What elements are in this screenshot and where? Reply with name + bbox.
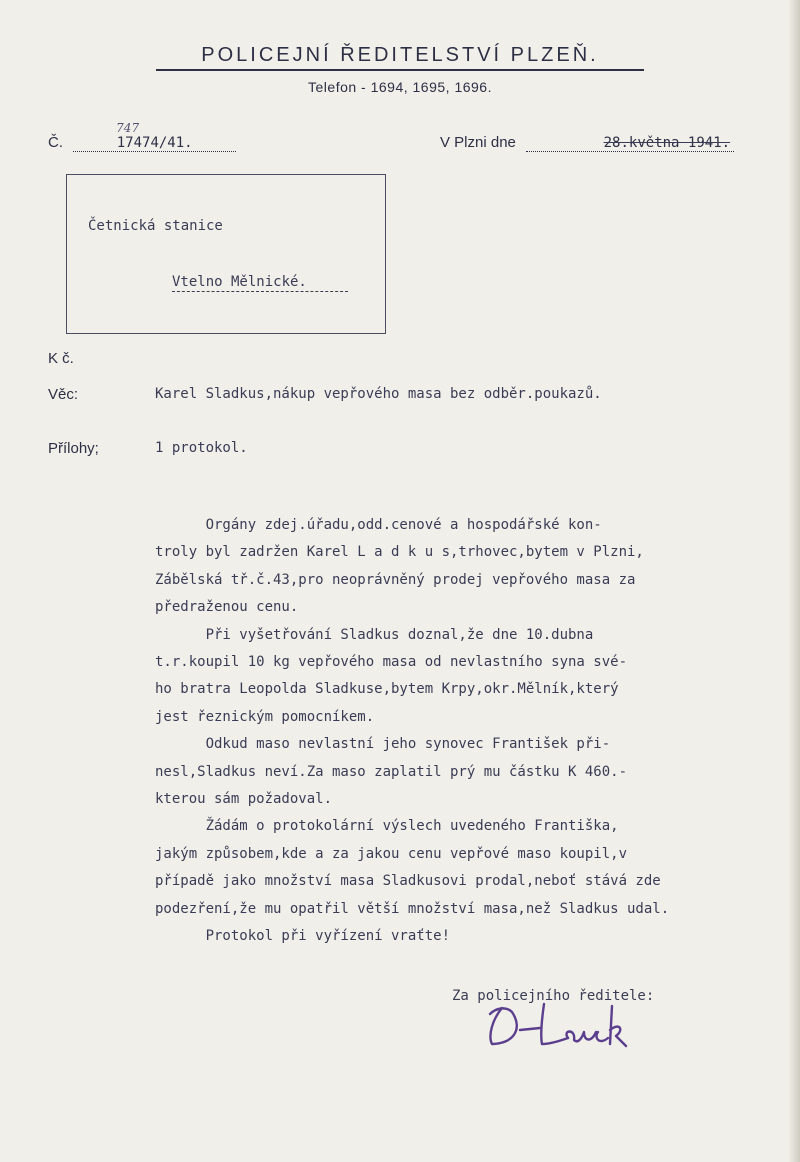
- reference-handwritten-number: 747: [116, 121, 140, 135]
- letterhead-title: POLICEJNÍ ŘEDITELSTVÍ PLZEŇ.: [201, 44, 599, 66]
- letterhead: [150, 44, 650, 95]
- attachments-value: 1 protokol.: [155, 440, 248, 456]
- address-line-2: Vtelno Mělnické.: [172, 274, 307, 290]
- body-line: jakým způsobem,kde a za jakou cenu vepřové maso koupil,v: [155, 845, 628, 862]
- letterhead-rule: [156, 69, 644, 71]
- reference-number: [48, 121, 236, 152]
- address-line-1: Četnická stanice: [88, 218, 223, 234]
- body-line: Při vyšetřování Sladkus doznal,že dne 10.dubna: [155, 626, 594, 643]
- kc-label: K č.: [48, 350, 74, 367]
- address-box: [66, 174, 386, 334]
- letterhead-phone: Telefon - 1694, 1695, 1696.: [308, 79, 492, 95]
- body-line: Žádám o protokolární výslech uvedeného Františka,: [155, 818, 619, 835]
- subject-value: Karel Sladkus,nákup vepřového masa bez odběr.poukazů.: [155, 386, 602, 402]
- date-value: 28.května 1941.: [526, 135, 734, 152]
- body-line: Protokol při vyřízení vraťte!: [155, 928, 451, 945]
- body-line: t.r.koupil 10 kg vepřového masa od nevlastního syna své-: [155, 654, 628, 671]
- body-line: Zábělská tř.č.43,pro neoprávněný prodej vepřového masa za: [155, 571, 636, 588]
- body-line: kterou sám požadoval.: [155, 791, 333, 808]
- handwritten-signature: [482, 1000, 632, 1052]
- signature-label: Za policejního ředitele:: [452, 988, 655, 1004]
- page-edge-shadow: [788, 0, 800, 1162]
- subject-label: Věc:: [48, 386, 79, 403]
- body-line: nesl,Sladkus neví.Za maso zaplatil prý mu částku K 460.-: [155, 763, 628, 780]
- reference-number-label: Č.: [48, 134, 63, 151]
- reference-number-text: 17474/41.: [116, 135, 193, 151]
- body-line: ho bratra Leopolda Sladkuse,bytem Krpy,okr.Mělník,který: [155, 681, 619, 698]
- body-line: troly byl zadržen Karel L a d k u s,trhovec,bytem v Plzni,: [155, 544, 644, 561]
- place-date: [440, 134, 734, 152]
- body-line: předraženou cenu.: [155, 599, 299, 616]
- letter-body: [155, 512, 765, 951]
- place-date-label: V Plzni dne: [440, 134, 516, 151]
- reference-number-value: [73, 121, 236, 152]
- body-line: Orgány zdej.úřadu,odd.cenové a hospodářské kon-: [155, 517, 602, 533]
- attachments-label: Přílohy;: [48, 440, 99, 457]
- body-line: Odkud maso nevlastní jeho synovec František při-: [155, 736, 611, 753]
- address-underline: [172, 291, 348, 292]
- body-line: jest řeznickým pomocníkem.: [155, 708, 375, 725]
- body-line: případě jako množství masa Sladkusovi prodal,neboť stává zde: [155, 873, 661, 890]
- body-line: podezření,že mu opatřil větší množství masa,než Sladkus udal.: [155, 900, 670, 917]
